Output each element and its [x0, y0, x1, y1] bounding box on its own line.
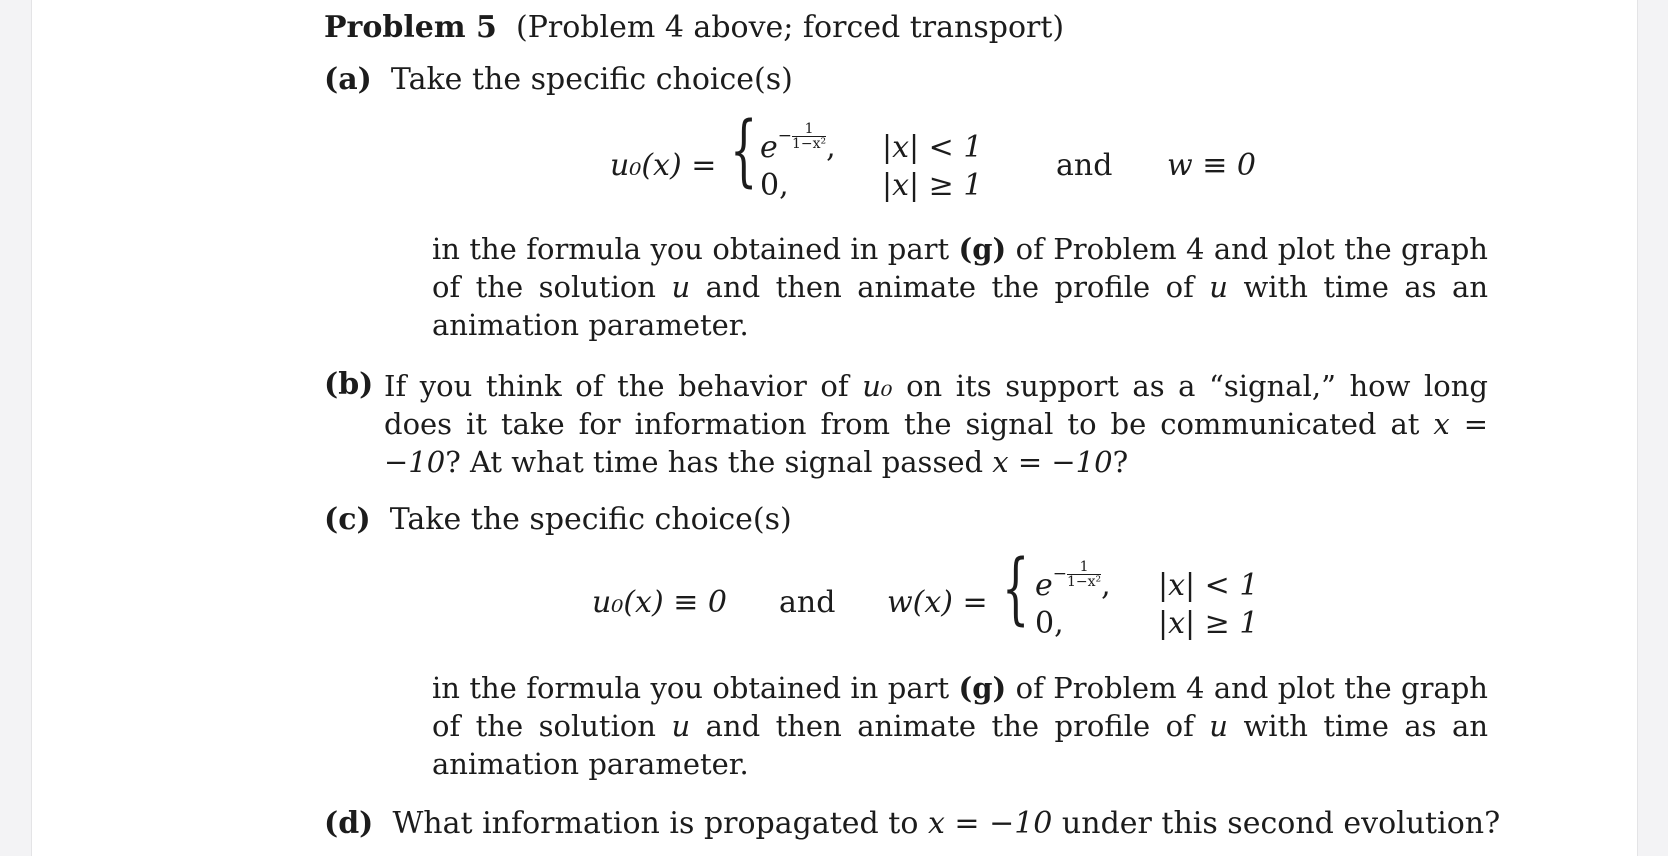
eq-c-and: and — [779, 585, 836, 620]
eq-c-case2: 0, — [1035, 606, 1064, 641]
eq-c-cond1: |x| < 1 — [1158, 568, 1259, 603]
problem-heading — [324, 10, 1064, 46]
eq-a-lhs: u₀(x) = — [610, 148, 717, 183]
problem-label: Problem 5 — [324, 10, 497, 45]
eq-c-brace: { — [1002, 544, 1030, 634]
part-a-lead: Take the specific choice(s) — [390, 62, 793, 97]
part-b-label-wrap — [324, 367, 373, 403]
eq-c-lhs1: u₀(x) ≡ 0 — [592, 585, 727, 620]
part-d-label: (d) — [324, 806, 374, 841]
eq-a-cond1: |x| < 1 — [882, 130, 983, 165]
part-c-lead: Take the specific choice(s) — [389, 502, 792, 537]
part-b-label: (b) — [324, 367, 374, 402]
eq-c-cond2: |x| ≥ 1 — [1158, 606, 1259, 641]
eq-a-rhs: w ≡ 0 — [1167, 148, 1256, 183]
eq-a-case2: 0, — [760, 168, 789, 203]
eq-a-brace: { — [730, 106, 758, 196]
part-c-paragraph: in the formula you obtained in part (g) of Problem 4 and plot the graph of the solution u and then animate the profile of u with time as an animation parameter. — [432, 671, 1489, 781]
part-a-paragraph: in the formula you obtained in part (g) of Problem 4 and plot the graph of the solution u and then animate the profile of u with time as an animation parameter. — [432, 232, 1489, 342]
eq-a-and: and — [1056, 148, 1113, 183]
part-c-intro — [324, 502, 792, 538]
eq-c-lhs2: w(x) = — [887, 585, 988, 620]
eq-a-exponent: − 1 1−x² — [777, 121, 827, 152]
eq-c-exponent: − 1 1−x² — [1052, 559, 1102, 590]
part-d: (d) What information is propagated to x = −10 under this second evolution? — [324, 806, 1501, 841]
eq-a-cond2: |x| ≥ 1 — [882, 168, 983, 203]
eq-a-case1: $e^{- \frac{1}{\text{1−x²}}}$ , — [760, 121, 836, 165]
part-a-label: (a) — [324, 62, 372, 97]
eq-c-case1: $e^{- \frac{1}{\text{1−x²}}}$ , — [1035, 559, 1111, 603]
part-b-paragraph: If you think of the behavior of u₀ on its support as a “signal,” how long does it take for information from the signal to be communicated at x = −10? At what time has the signal passed x = −10? — [384, 369, 1489, 479]
problem-subtitle: (Problem 4 above; forced transport) — [515, 10, 1065, 45]
part-c-label: (c) — [324, 502, 371, 537]
part-a-intro — [324, 62, 793, 98]
document-page — [31, 0, 1638, 856]
